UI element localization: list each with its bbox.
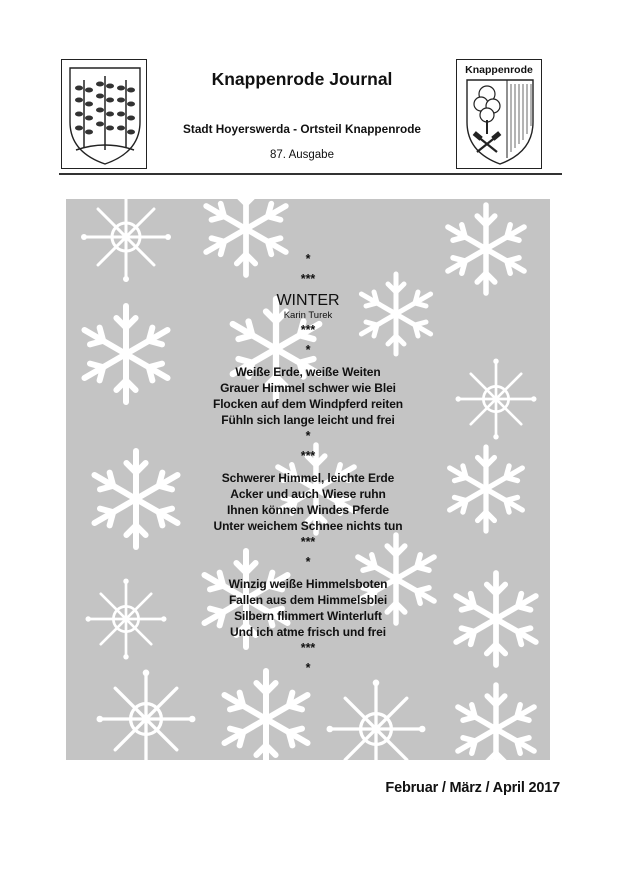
stanza-2: [66, 470, 550, 534]
poem-panel: [66, 199, 550, 760]
stanza-1: [66, 364, 550, 428]
star-divider: ***: [300, 449, 316, 463]
poem-line: Schwerer Himmel, leichte Erde: [221, 471, 395, 485]
star-divider: *: [305, 343, 311, 357]
poem-line: Weiße Erde, weiße Weiten: [235, 365, 381, 379]
poem-line: Fühln sich lange leicht und frei: [221, 413, 395, 427]
issue-date: Februar / März / April 2017: [385, 780, 560, 796]
star-divider: ***: [300, 323, 316, 337]
crest-label: Knappenrode: [465, 64, 533, 76]
coat-of-arms-right: [456, 59, 542, 169]
poem-line: Silbern flimmert Winterluft: [234, 609, 382, 623]
issue-number: 87. Ausgabe: [270, 149, 334, 161]
star-divider: *: [305, 429, 311, 443]
header-rule: [59, 173, 562, 175]
star-divider: ***: [300, 641, 316, 655]
star-divider: *: [305, 252, 311, 266]
journal-subtitle: Stadt Hoyerswerda - Ortsteil Knappenrode: [183, 122, 421, 136]
poem-line: Grauer Himmel schwer wie Blei: [220, 381, 396, 395]
star-divider: *: [305, 661, 311, 675]
star-divider: *: [305, 555, 311, 569]
poem-line: Fallen aus dem Himmelsblei: [228, 593, 388, 607]
tree-crest-icon: [62, 60, 148, 170]
knappenrode-crest-icon: [457, 60, 543, 170]
poem-line: Ihnen können Windes Pferde: [227, 503, 389, 517]
poem-line: Acker und auch Wiese ruhn: [230, 487, 386, 501]
poem-author: Karin Turek: [283, 310, 333, 321]
poem-line: Und ich atme frisch und frei: [230, 625, 386, 639]
star-divider: ***: [300, 535, 316, 549]
poem: [66, 251, 550, 676]
stanza-3: [66, 576, 550, 640]
poem-line: Flocken auf dem Windpferd reiten: [212, 397, 404, 411]
journal-title: Knappenrode Journal: [211, 69, 393, 89]
poem-line: Winzig weiße Himmelsboten: [228, 577, 388, 591]
star-divider: ***: [300, 272, 316, 286]
poem-title: WINTER: [276, 292, 340, 309]
poem-line: Unter weichem Schnee nichts tun: [213, 519, 403, 533]
coat-of-arms-left: [61, 59, 147, 169]
